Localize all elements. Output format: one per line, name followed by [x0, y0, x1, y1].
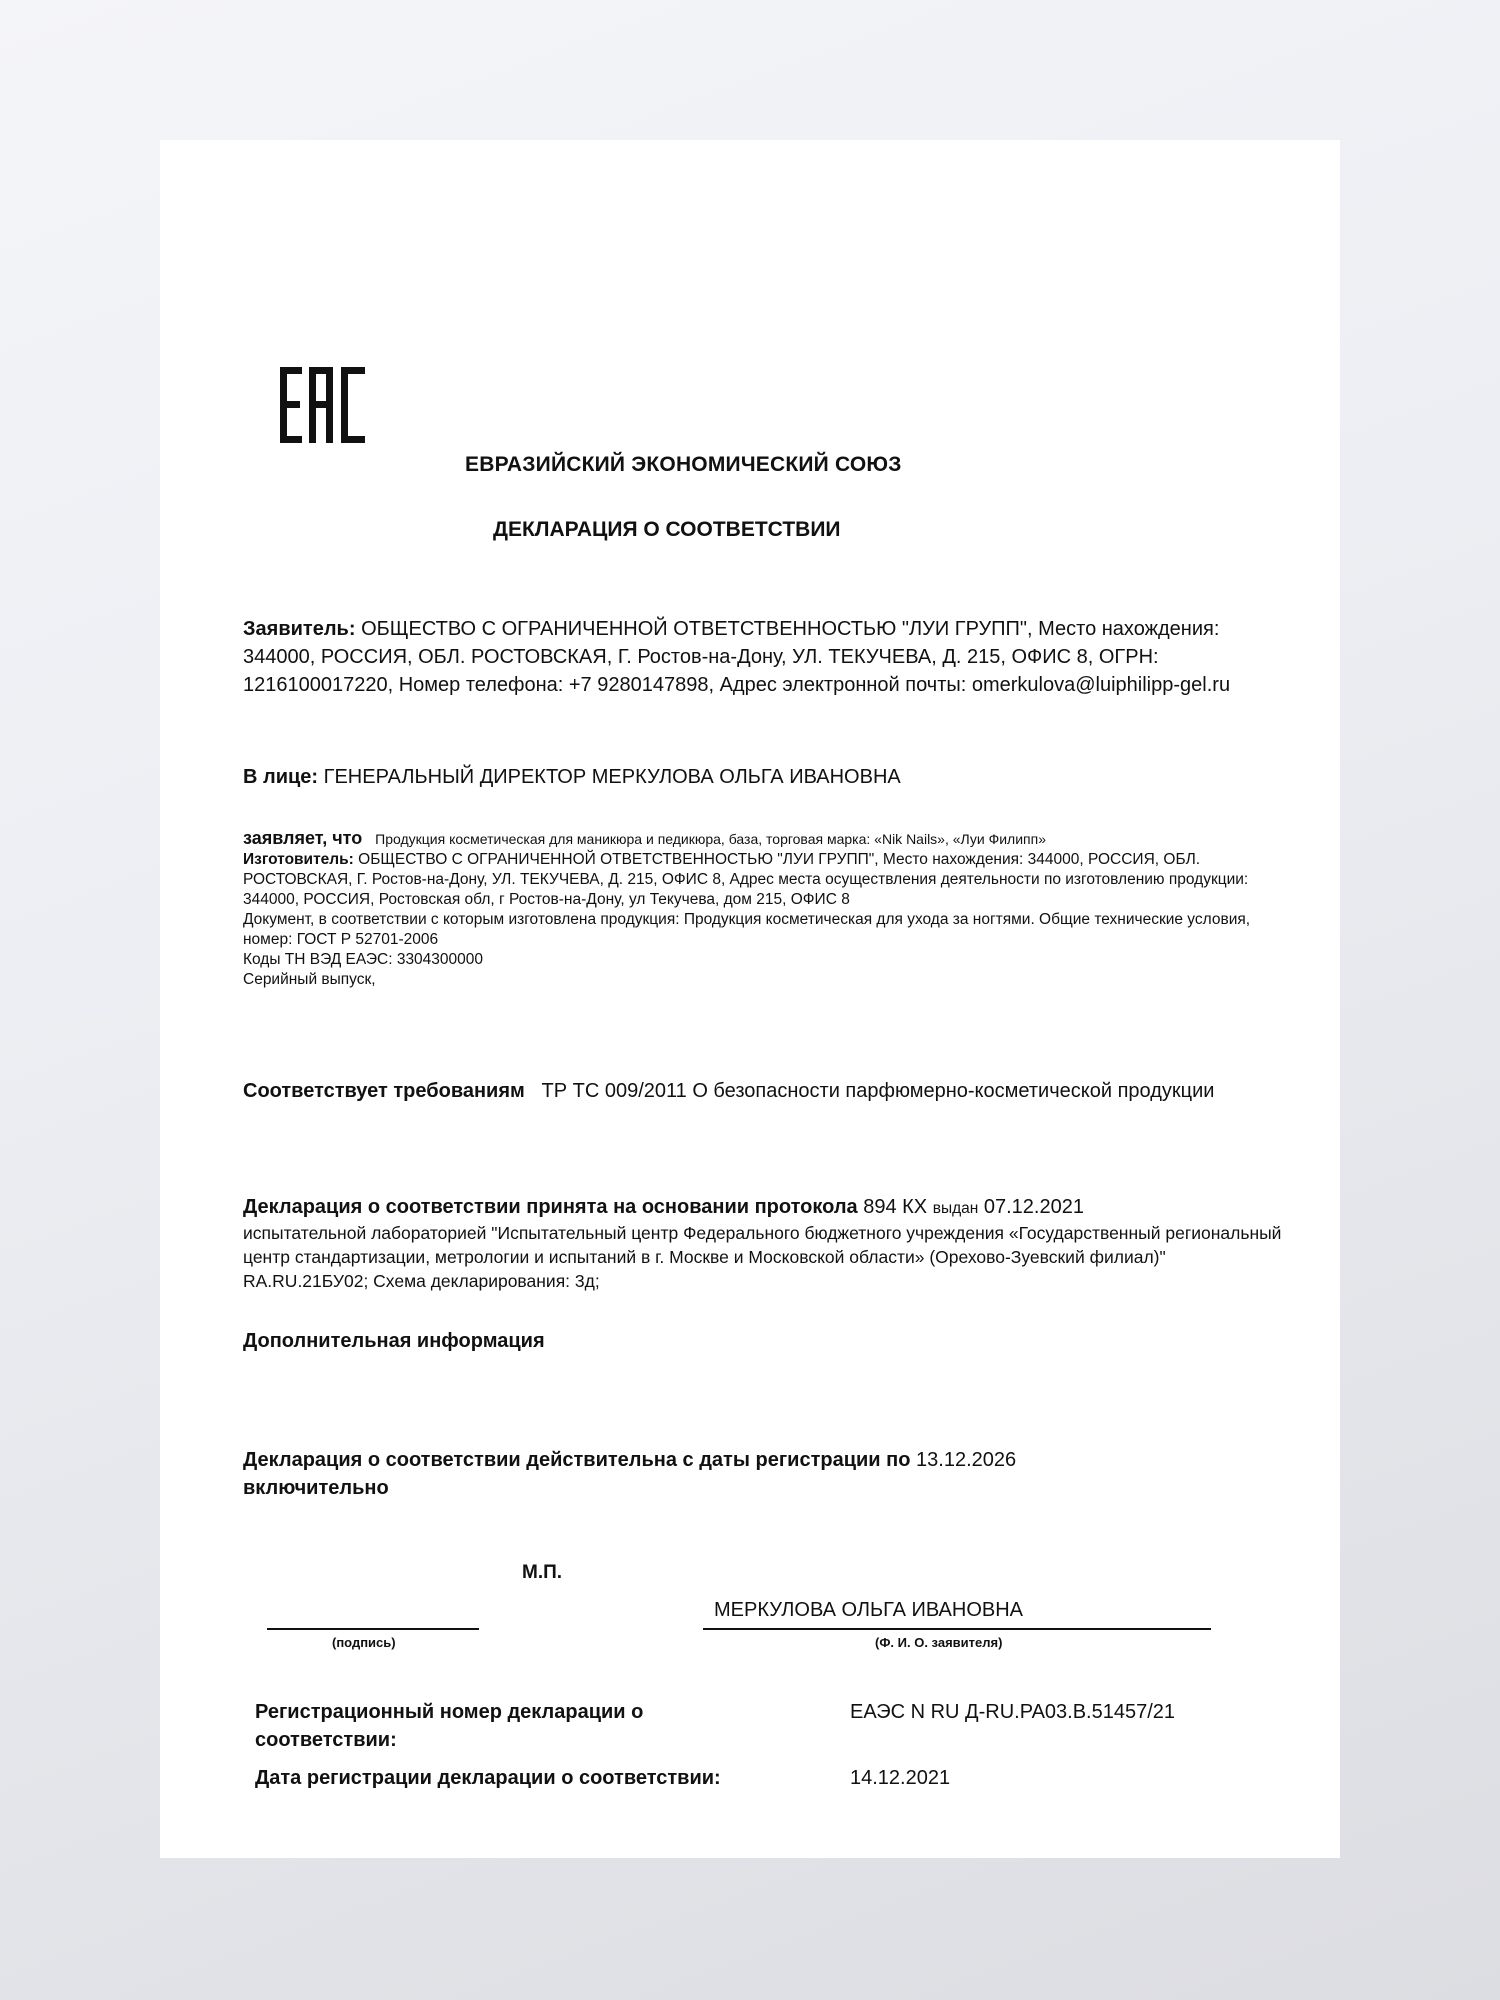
registration-date: 14.12.2021	[850, 1767, 951, 1789]
eac-mark-icon	[278, 365, 368, 445]
document-title: ДЕКЛАРАЦИЯ О СООТВЕТСТВИИ	[493, 518, 841, 541]
product-line	[243, 828, 1283, 850]
name-caption: (Ф. И. О. заявителя)	[875, 1635, 1003, 1650]
basis-heading	[243, 1193, 1283, 1221]
applicant-section	[243, 615, 1283, 699]
manufacturer-text: ОБЩЕСТВО С ОГРАНИЧЕННОЙ ОТВЕТСТВЕННОСТЬЮ "ЛУИ ГРУПП", Место нахождения: 344000, РОССИЯ, ОБЛ. РОСТОВСКАЯ, Г. Ростов-на-Дону, УЛ. ТЕКУЧЕВА, Д. 215, ОФИС 8, Адрес места осуществления деятельности по изготовлению продукции: 344000, РОССИЯ, Ростовская обл, г Ростов-на-Дону, ул Текучева, дом 215, ОФИС 8	[243, 851, 1249, 908]
basis-issued-label: выдан	[932, 1200, 979, 1217]
codes-line: Коды ТН ВЭД ЕАЭС: 3304300000	[243, 951, 484, 968]
signature-line	[267, 1628, 479, 1630]
name-line	[703, 1628, 1211, 1630]
additional-info-heading: Дополнительная информация	[243, 1330, 545, 1352]
manufacturer-label: Изготовитель:	[243, 851, 354, 868]
representative-text: ГЕНЕРАЛЬНЫЙ ДИРЕКТОР МЕРКУЛОВА ОЛЬГА ИВАНОВНА	[323, 766, 901, 788]
registration-number-label: Регистрационный номер декларации о соответствии:	[255, 1701, 644, 1751]
basis-protocol: 894 КХ	[863, 1196, 928, 1218]
basis-label: Декларация о соответствии принята на основании протокола	[243, 1196, 858, 1218]
conformity-section	[243, 1077, 1283, 1105]
applicant-name: МЕРКУЛОВА ОЛЬГА ИВАНОВНА	[714, 1599, 1023, 1621]
document-line: Документ, в соответствии с которым изготовлена продукция: Продукция косметическая для ухода за ногтями. Общие технические условия, номер: ГОСТ Р 52701-2006	[243, 911, 1251, 948]
validity-date: 13.12.2026	[916, 1449, 1017, 1471]
representative-label: В лице:	[243, 766, 319, 788]
validity-suffix: включительно	[243, 1477, 389, 1499]
conformity-text: ТР ТС 009/2011 О безопасности парфюмерно-косметической продукции	[541, 1080, 1215, 1102]
applicant-text: ОБЩЕСТВО С ОГРАНИЧЕННОЙ ОТВЕТСТВЕННОСТЬЮ "ЛУИ ГРУПП", Место нахождения: 344000, РОССИЯ, ОБЛ. РОСТОВСКАЯ, Г. Ростов-на-Дону, УЛ. ТЕКУЧЕВА, Д. 215, ОФИС 8, ОГРН: 1216100017220, Номер телефона: +7 9280147898, Адрес электронной почты: omerkulova@luiphilipp-gel.ru	[243, 618, 1231, 696]
manufacturer-line	[243, 850, 1283, 910]
claims-label: заявляет, что	[243, 828, 363, 848]
representative-section	[243, 763, 1283, 791]
claims-section	[243, 828, 1283, 990]
union-title: ЕВРАЗИЙСКИЙ ЭКОНОМИЧЕСКИЙ СОЮЗ	[465, 453, 902, 476]
product-text: Продукция косметическая для маникюра и педикюра, база, торговая марка: «Nik Nails», «Луи Филипп»	[375, 831, 1046, 847]
declaration-sheet	[160, 140, 1340, 1858]
basis-section	[243, 1193, 1283, 1293]
stamp-place-label: М.П.	[522, 1562, 563, 1583]
registration-date-label: Дата регистрации декларации о соответствии:	[255, 1767, 721, 1789]
basis-text: испытательной лабораторией "Испытательный центр Федерального бюджетного учреждения «Государственный региональный центр стандартизации, метрологии и испытаний в г. Москве и Московской области» (Орехово-Зуевский филиал)" RA.RU.21БУ02; Схема декларирования: 3д;	[243, 1223, 1282, 1291]
release-line: Серийный выпуск,	[243, 971, 376, 988]
basis-issued-date: 07.12.2021	[983, 1196, 1084, 1218]
validity-section	[243, 1446, 1283, 1502]
conformity-label: Соответствует требованиям	[243, 1080, 525, 1102]
signature-caption: (подпись)	[332, 1635, 396, 1650]
applicant-label: Заявитель:	[243, 618, 356, 640]
registration-number: ЕАЭС N RU Д-RU.PA03.B.51457/21	[850, 1701, 1176, 1723]
validity-label: Декларация о соответствии действительна с даты регистрации по	[243, 1449, 911, 1471]
